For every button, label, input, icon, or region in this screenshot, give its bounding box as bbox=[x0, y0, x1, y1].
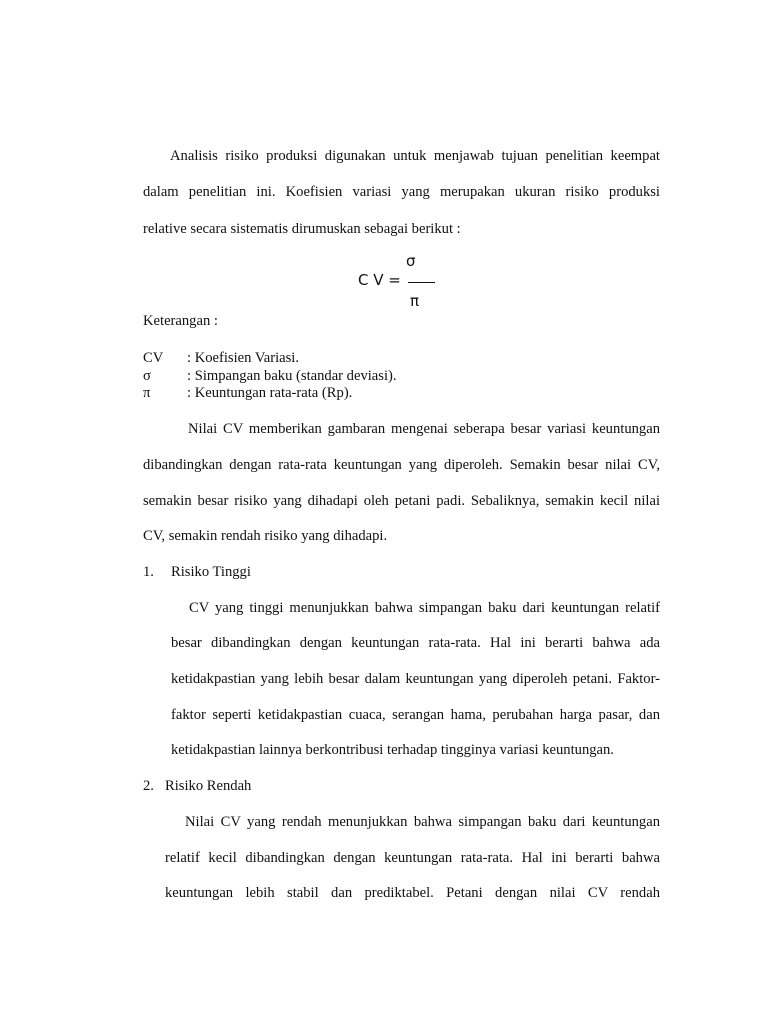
section-1-line-4: faktor seperti ketidakpastian cuaca, serangan hama, perubahan harga pasar, dan bbox=[171, 707, 660, 723]
formula-lhs: C V = bbox=[358, 271, 401, 289]
formula-numerator: σ bbox=[406, 252, 416, 270]
paragraph-1-line-3: relative secara sistematis dirumuskan sebagai berikut : bbox=[143, 221, 461, 237]
paragraph-2-line-2: dibandingkan dengan rata-rata keuntungan yang diperoleh. Semakin besar nilai CV, bbox=[143, 457, 660, 473]
paragraph-1-line-2: dalam penelitian ini. Koefisien variasi yang merupakan ukuran risiko produksi bbox=[143, 184, 660, 200]
term-symbol-cv: CV bbox=[143, 350, 164, 366]
section-1-line-3: ketidakpastian yang lebih besar dalam keuntungan yang diperoleh petani. Faktor- bbox=[171, 671, 660, 687]
section-2-title: Risiko Rendah bbox=[165, 778, 252, 794]
term-desc-sigma: : Simpangan baku (standar deviasi). bbox=[187, 368, 397, 384]
section-2-line-1: Nilai CV yang rendah menunjukkan bahwa simpangan baku dari keuntungan bbox=[185, 814, 660, 830]
term-symbol-sigma: σ bbox=[143, 368, 151, 384]
section-1-title: Risiko Tinggi bbox=[171, 564, 251, 580]
section-1-number: 1. bbox=[143, 564, 154, 580]
term-desc-cv: : Koefisien Variasi. bbox=[187, 350, 299, 366]
paragraph-2-line-3: semakin besar risiko yang dihadapi oleh petani padi. Sebaliknya, semakin kecil nilai bbox=[143, 493, 660, 509]
keterangan-heading: Keterangan : bbox=[143, 313, 218, 329]
term-desc-pi: : Keuntungan rata-rata (Rp). bbox=[187, 385, 353, 401]
section-2-line-3: keuntungan lebih stabil dan prediktabel. Petani dengan nilai CV rendah bbox=[165, 885, 660, 901]
formula-denominator: π bbox=[410, 292, 420, 310]
section-2-line-2: relatif kecil dibandingkan dengan keuntungan rata-rata. Hal ini berarti bahwa bbox=[165, 850, 660, 866]
term-symbol-pi: π bbox=[143, 385, 151, 401]
paragraph-1-line-1: Analisis risiko produksi digunakan untuk menjawab tujuan penelitian keempat bbox=[170, 148, 660, 164]
section-1-line-2: besar dibandingkan dengan keuntungan rata-rata. Hal ini berarti bahwa ada bbox=[171, 635, 660, 651]
paragraph-2-line-1: Nilai CV memberikan gambaran mengenai seberapa besar variasi keuntungan bbox=[188, 421, 660, 437]
paragraph-2-line-4: CV, semakin rendah risiko yang dihadapi. bbox=[143, 528, 388, 544]
section-1-line-5: ketidakpastian lainnya berkontribusi terhadap tingginya variasi keuntungan. bbox=[171, 742, 614, 758]
section-2-number: 2. bbox=[143, 778, 154, 794]
formula-fraction-bar bbox=[408, 282, 435, 283]
section-1-line-1: CV yang tinggi menunjukkan bahwa simpangan baku dari keuntungan relatif bbox=[189, 600, 660, 616]
